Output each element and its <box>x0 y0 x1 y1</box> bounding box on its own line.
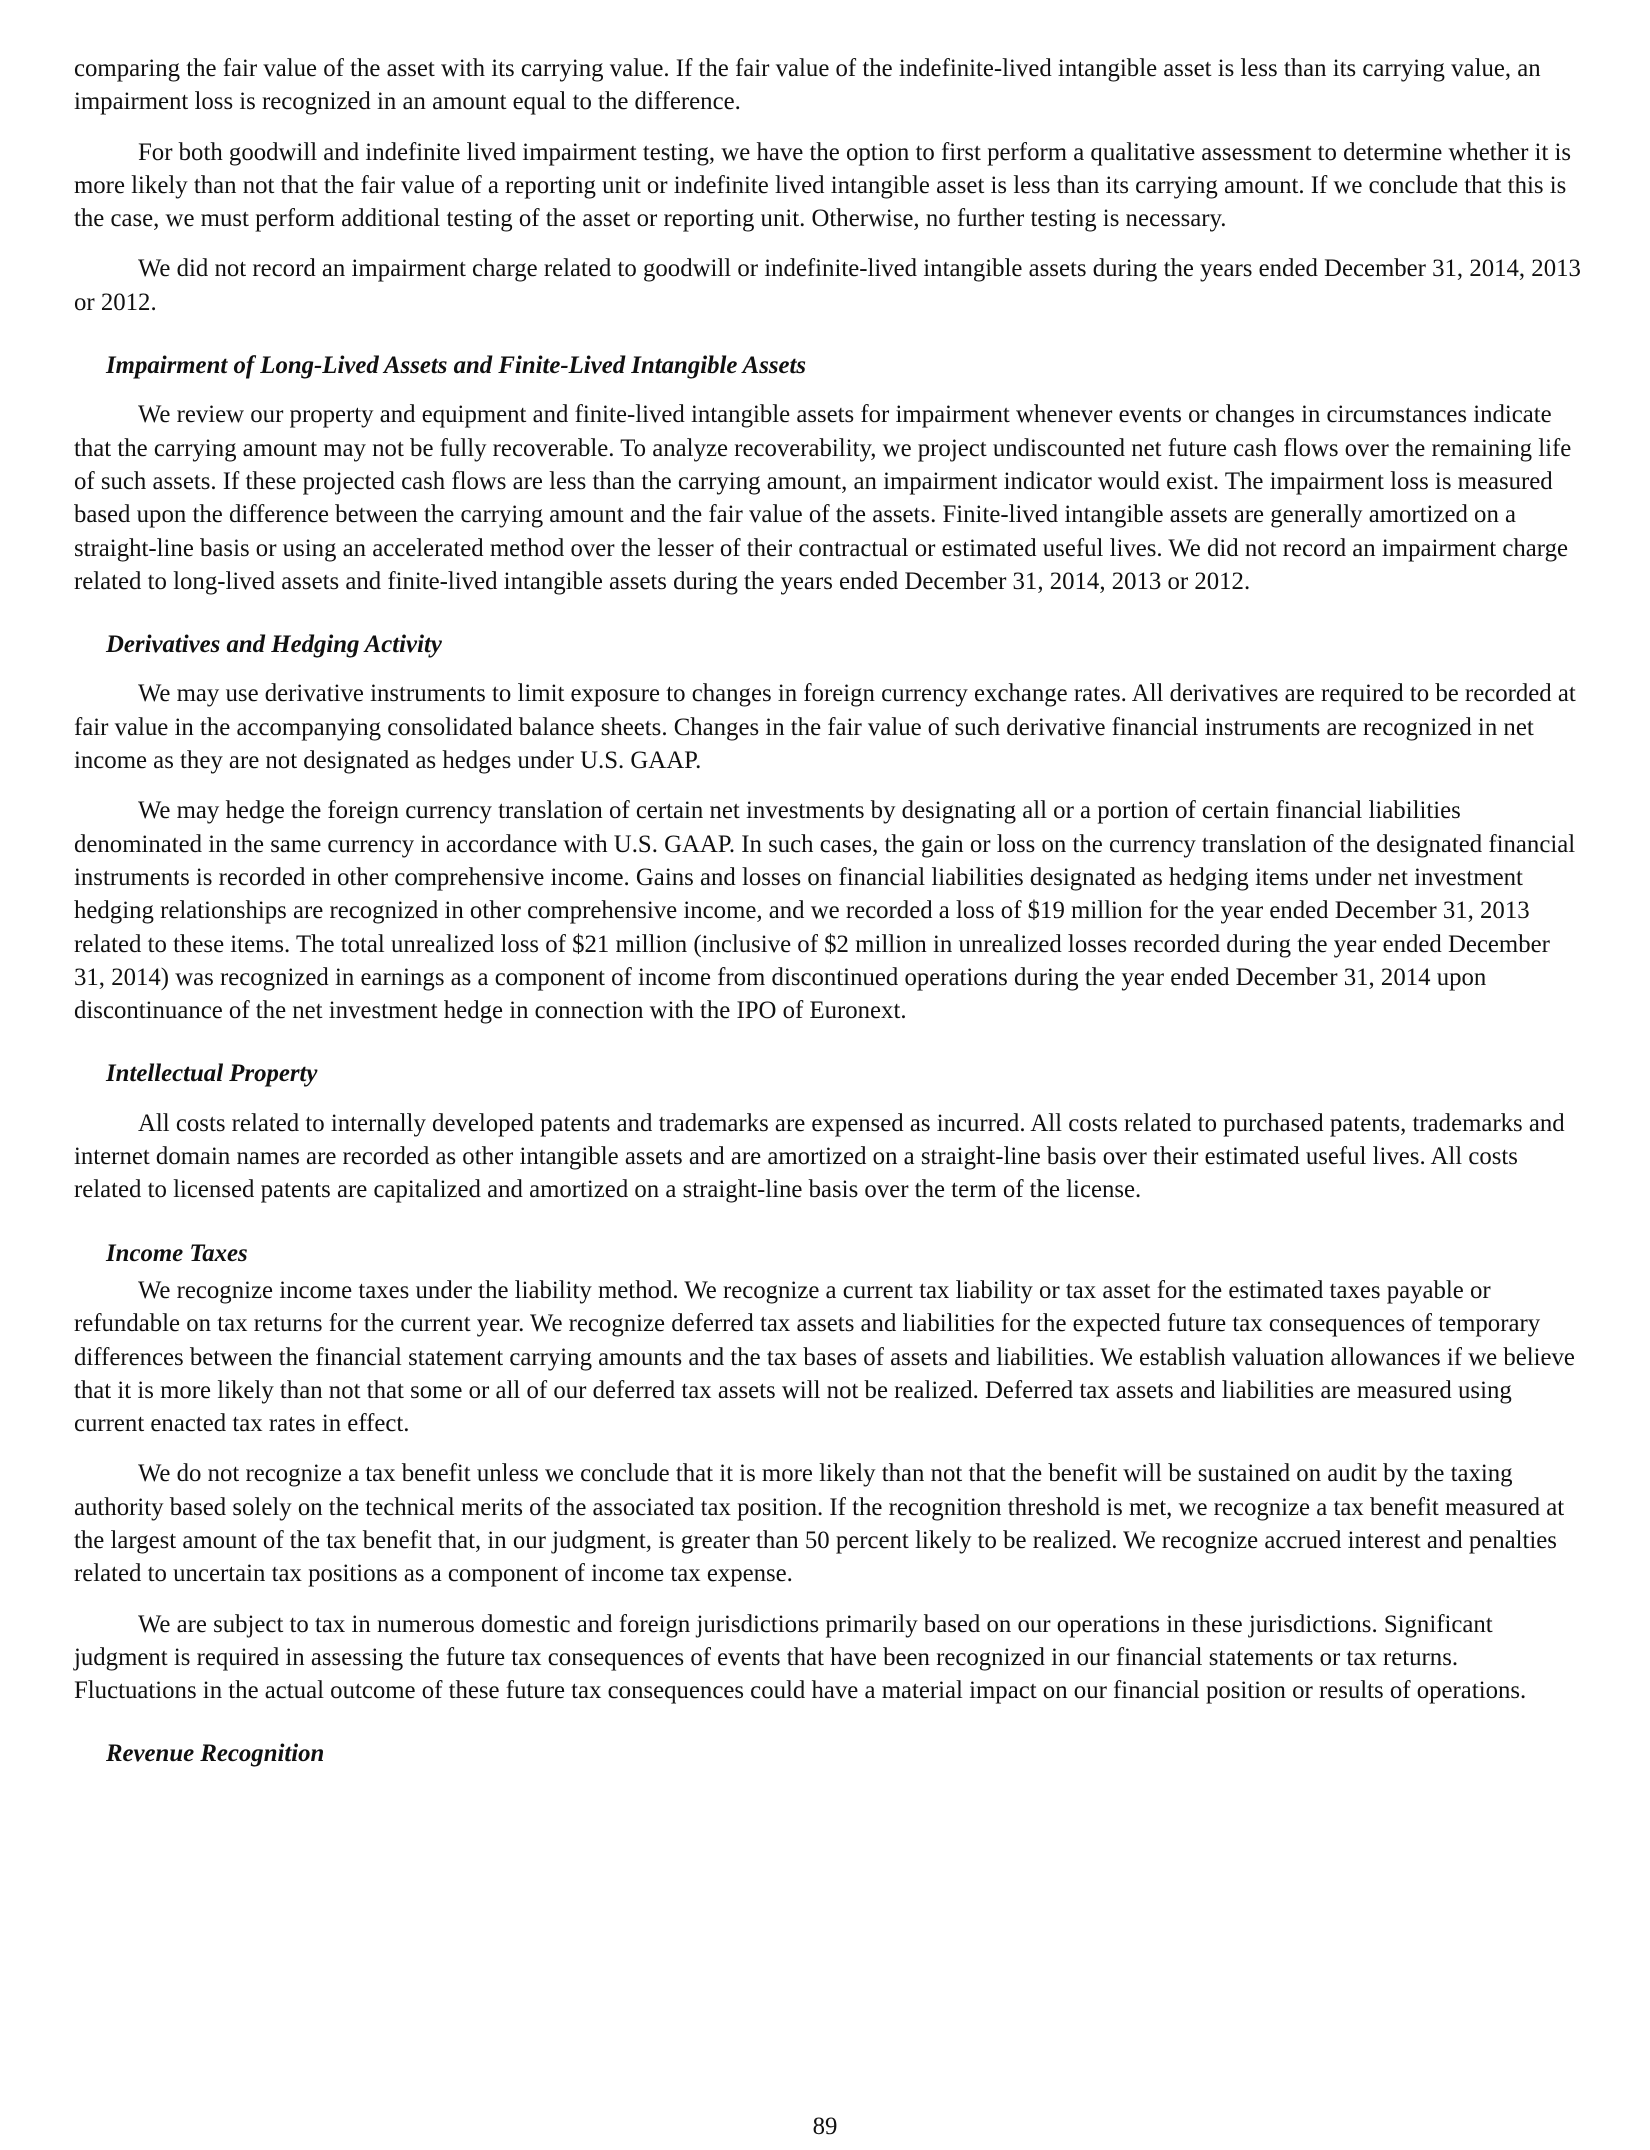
paragraph-derivative-instruments: We may use derivative instruments to limit exposure to changes in foreign currency exchange rates. All derivatives are required to be recorded at fair value in the accompanying consolidated balance sheets. Changes in the fair value of such derivative financial instruments are recognized in net income as they are not designated as hedges under U.S. GAAP. <box>74 680 1576 775</box>
paragraph-tax-benefit-recognition: We do not recognize a tax benefit unless we conclude that it is more likely than not that the benefit will be sustained on audit by the taxing authority based solely on the technical merits of the associated tax position. If the recognition threshold is met, we recognize a tax benefit measured at the largest amount of the tax benefit that, in our judgment, is greater than 50 percent likely to be realized. We recognize accrued interest and penalties related to uncertain tax positions as a component of income tax expense. <box>74 1460 1565 1588</box>
heading-income-taxes: Income Taxes <box>106 1239 248 1267</box>
paragraph-no-goodwill-impairment: We did not record an impairment charge related to goodwill or indefinite-lived intangible assets during the years ended December 31, 2014, 2013 or 2012. <box>74 255 1581 316</box>
heading-intellectual-property: Intellectual Property <box>106 1060 318 1088</box>
heading-impairment-long-lived: Impairment of Long-Lived Assets and Finite-Lived Intangible Assets <box>106 352 807 380</box>
document-page <box>74 52 1586 1771</box>
page-number: 89 <box>812 2113 838 2140</box>
paragraph-tax-jurisdictions: We are subject to tax in numerous domestic and foreign jurisdictions primarily based on our operations in these jurisdictions. Significant judgment is required in assessing the future tax consequences of events that have been recognized in our financial statements or tax returns. Fluctuations in the actual outcome of these future tax consequences could have a material impact on our financial position or results of operations. <box>74 1610 1527 1705</box>
paragraph-liability-method: We recognize income taxes under the liability method. We recognize a current tax liability or tax asset for the estimated taxes payable or refundable on tax returns for the current year. We recognize deferred tax assets and liabilities for the expected future tax consequences of temporary differences between the financial statement carrying amounts and the tax bases of assets and liabilities. We establish valuation allowances if we believe that it is more likely than not that some or all of our deferred tax assets will not be realized. Deferred tax assets and liabilities are measured using current enacted tax rates in effect. <box>74 1276 1575 1438</box>
paragraph-qualitative-assessment: For both goodwill and indefinite lived impairment testing, we have the option to first perform a qualitative assessment to determine whether it is more likely than not that the fair value of a reporting unit or indefinite lived intangible asset is less than its carrying amount. If we conclude that this is the case, we must perform additional testing of the asset or reporting unit. Otherwise, no further testing is necessary. <box>74 138 1572 233</box>
paragraph-goodwill-continued: comparing the fair value of the asset with its carrying value. If the fair value of the indefinite-lived intangible asset is less than its carrying value, an impairment loss is recognized in an amount equal to the difference. <box>74 55 1541 116</box>
heading-derivatives: Derivatives and Hedging Activity <box>106 631 442 659</box>
paragraph-patents-trademarks: All costs related to internally developed patents and trademarks are expensed as incurred. All costs related to purchased patents, trademarks and internet domain names are recorded as other intangible assets and are amortized on a straight-line basis over their estimated useful lives. All costs related to licensed patents are capitalized and amortized on a straight-line basis over the term of the license. <box>74 1109 1565 1204</box>
heading-revenue-recognition: Revenue Recognition <box>106 1740 325 1768</box>
paragraph-impairment-review: We review our property and equipment and finite-lived intangible assets for impairment whenever events or changes in circumstances indicate that the carrying amount may not be fully recoverable. To analyze recoverability, we project undiscounted net future cash flows over the remaining life of such assets. If these projected cash flows are less than the carrying amount, an impairment indicator would exist. The impairment loss is measured based upon the difference between the carrying amount and the fair value of the assets. Finite-lived intangible assets are generally amortized on a straight-line basis or using an accelerated method over the lesser of their contractual or estimated useful lives. We did not record an impairment charge related to long-lived assets and finite-lived intangible assets during the years ended December 31, 2014, 2013 or 2012. <box>74 401 1572 595</box>
paragraph-net-investment-hedge: We may hedge the foreign currency translation of certain net investments by designating all or a portion of certain financial liabilities denominated in the same currency in accordance with U.S. GAAP. In such cases, the gain or loss on the currency translation of the designated financial instruments is recorded in other comprehensive income. Gains and losses on financial liabilities designated as hedging items under net investment hedging relationships are recognized in other comprehensive income, and we recorded a loss of $19 million for the year ended December 31, 2013 related to these items. The total unrealized loss of $21 million (inclusive of $2 million in unrealized losses recorded during the year ended December 31, 2014) was recognized in earnings as a component of income from discontinued operations during the year ended December 31, 2014 upon discontinuance of the net investment hedge in connection with the IPO of Euronext. <box>74 797 1576 1025</box>
